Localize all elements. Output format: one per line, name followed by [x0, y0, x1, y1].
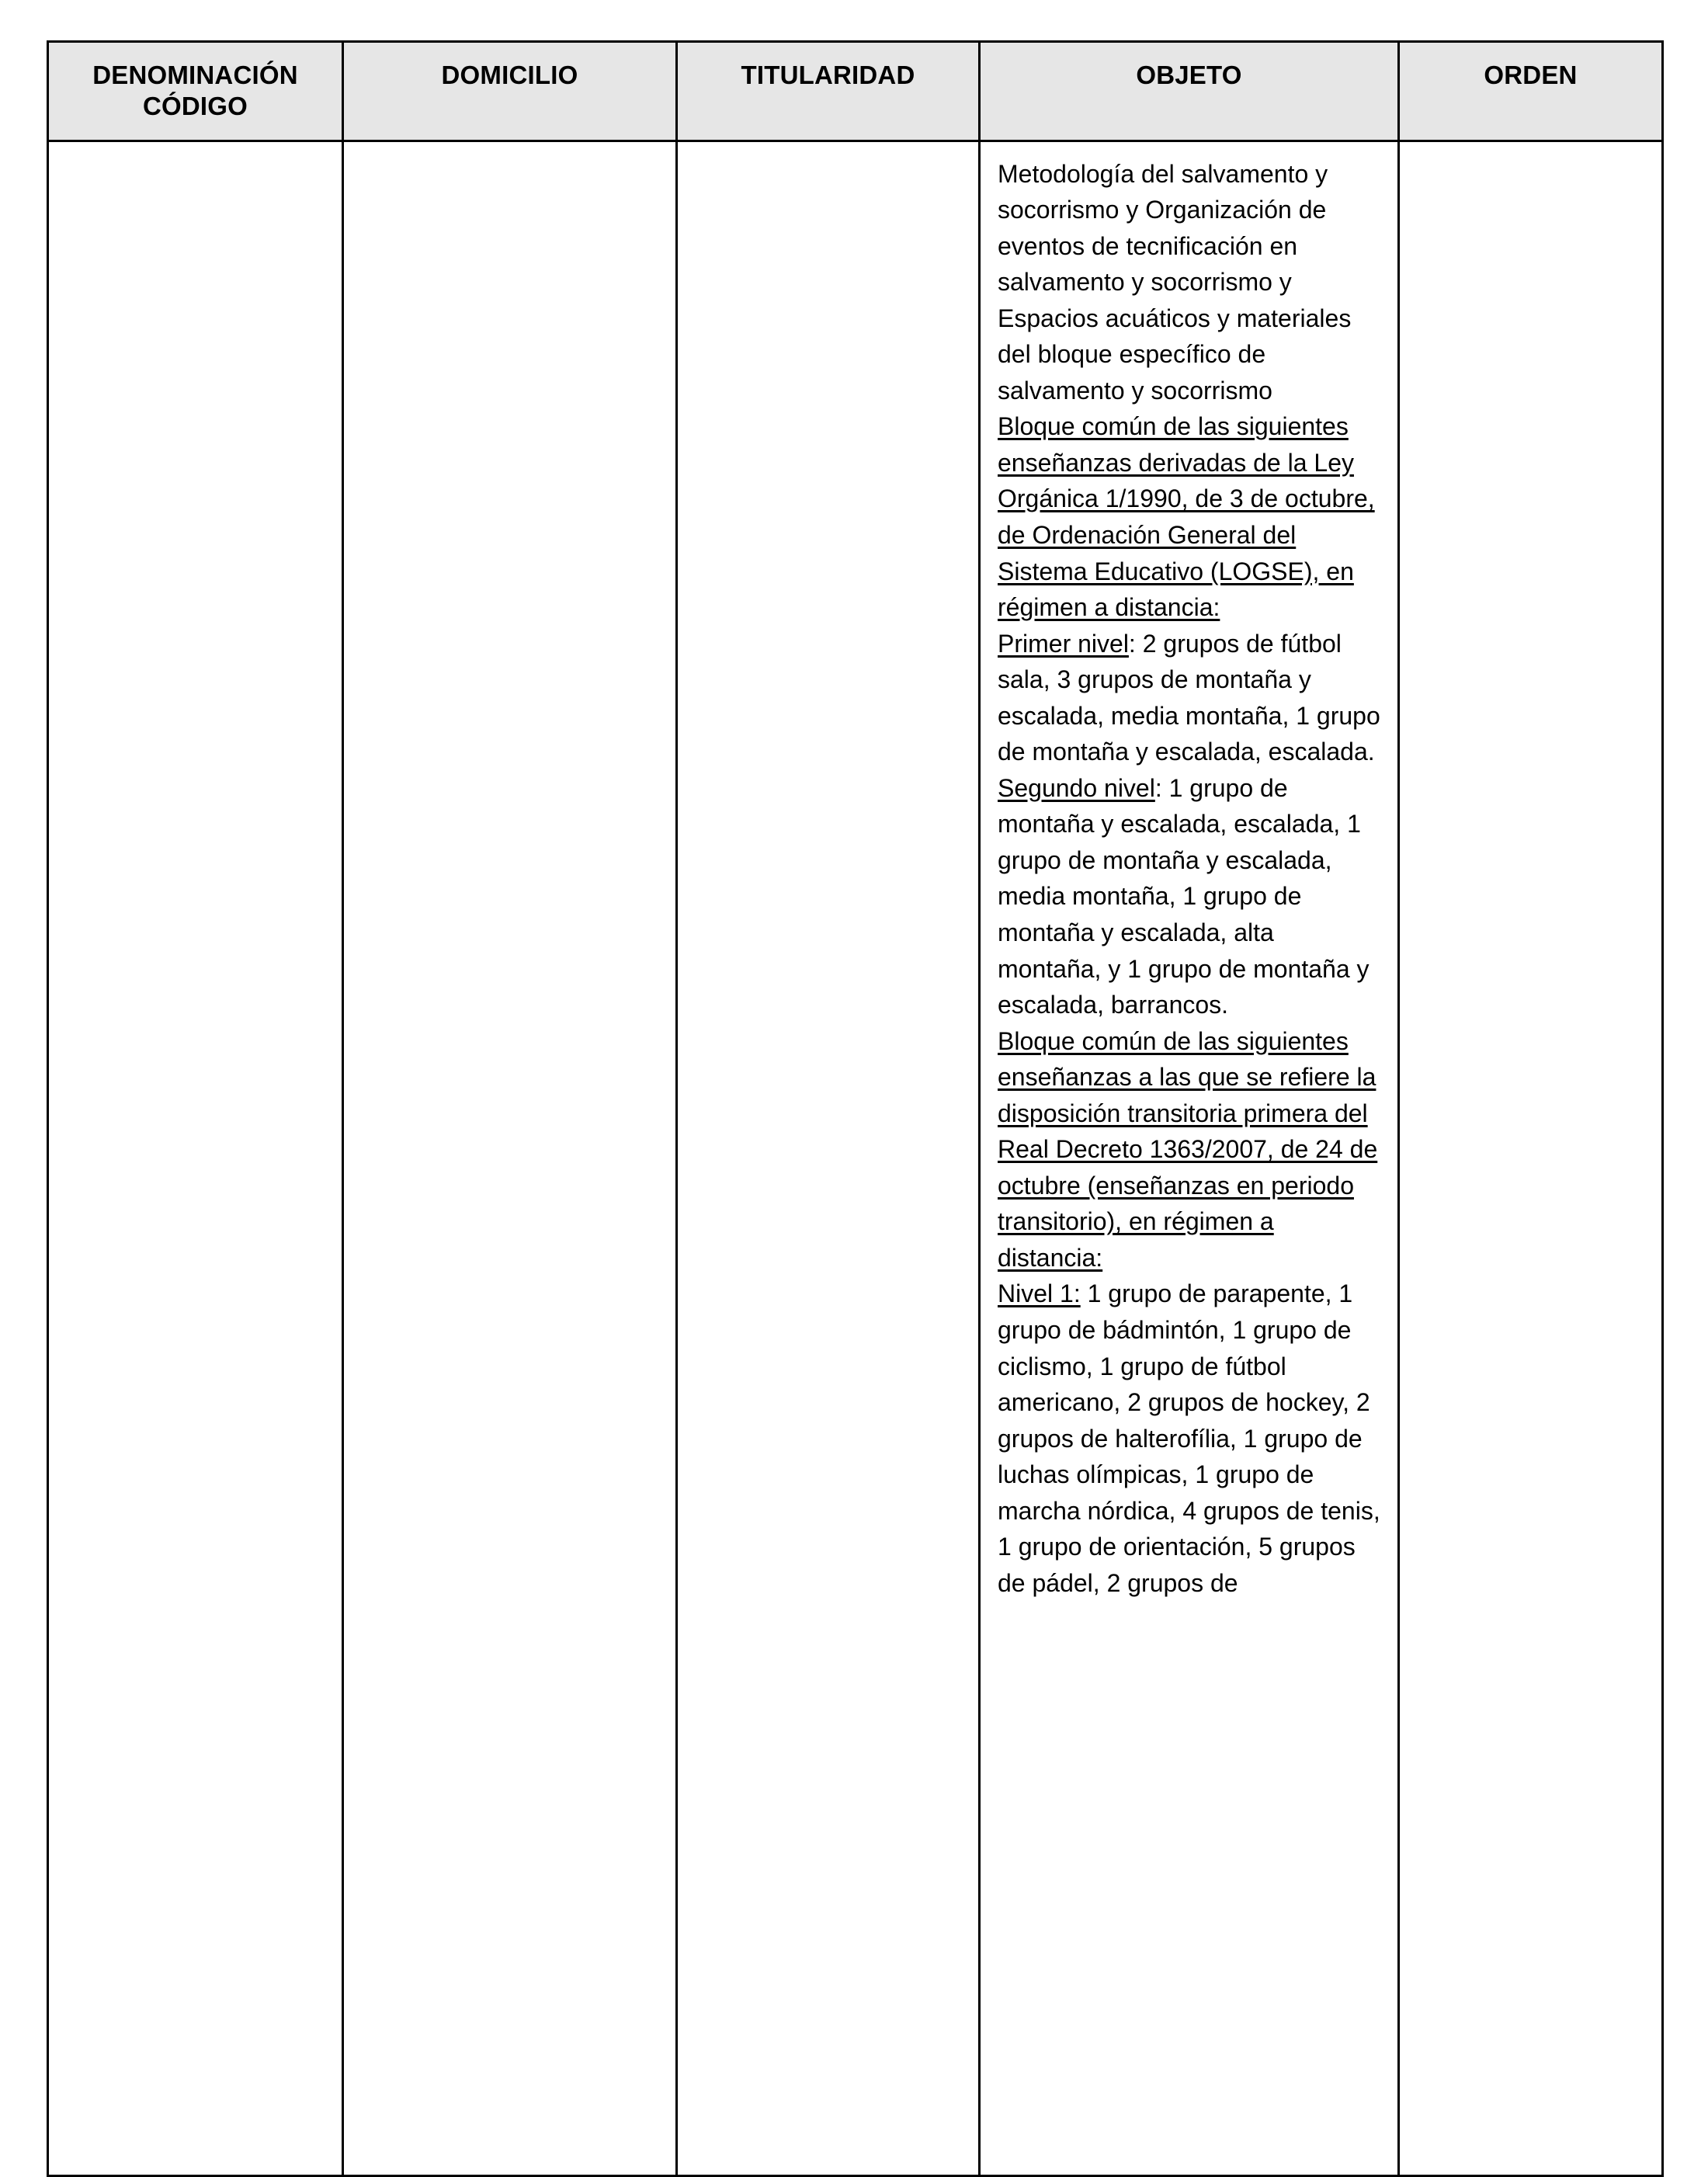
objeto-paragraph [998, 156, 1380, 409]
objeto-paragraph [998, 770, 1380, 1023]
header-line-orden: ORDEN [1484, 61, 1578, 89]
objeto-paragraph [998, 1023, 1380, 1276]
objeto-paragraph [998, 408, 1380, 625]
cell-titularidad [677, 141, 980, 2175]
header-line-titularidad: TITULARIDAD [741, 61, 915, 89]
cell-denominacion-codigo [48, 141, 343, 2175]
objeto-paragraph [998, 626, 1380, 770]
objeto-plain-text: : 2 grupos de fútbol sala, 3 grupos de montaña y escalada, media montaña, 1 grupo de montaña y escalada, escalada. [998, 629, 1380, 766]
objeto-lead-underlined: Segundo nivel [998, 773, 1155, 802]
header-line-objeto: OBJETO [1136, 61, 1242, 89]
table-row [48, 141, 1663, 2175]
objeto-underlined-text: Bloque común de las siguientes enseñanzas derivadas de la Ley Orgánica 1/1990, de 3 de octubre, de Ordenación General del Sistema Educativo (LOGSE), en régimen a distancia: [998, 412, 1375, 622]
objeto-plain-text: : 1 grupo de montaña y escalada, escalada, 1 grupo de montaña y escalada, media montaña, 1 grupo de montaña y escalada, alta montaña, y 1 grupo de montaña y escalada, barrancos. [998, 773, 1370, 1019]
objeto-content [998, 156, 1380, 1602]
column-header-orden [1399, 42, 1663, 141]
header-row [48, 42, 1663, 141]
cell-objeto [980, 141, 1399, 2175]
column-header-titularidad [677, 42, 980, 141]
column-header-denominacion-codigo [48, 42, 343, 141]
table-header [48, 42, 1663, 141]
objeto-paragraph [998, 1276, 1380, 1601]
header-line-codigo: CÓDIGO [142, 92, 248, 121]
objeto-plain-text: Metodología del salvamento y socorrismo y Organización de eventos de tecnificación en salvamento y socorrismo y Espacios acuáticos y materiales del bloque específico de salvamento y socorrismo [998, 159, 1352, 404]
centros-table [47, 40, 1664, 2177]
objeto-lead-underlined: Primer nivel [998, 629, 1129, 658]
table-body [48, 141, 1663, 2175]
objeto-lead-underlined: Nivel 1: [998, 1279, 1081, 1308]
header-line-domicilio: DOMICILIO [441, 61, 578, 89]
objeto-underlined-text: Bloque común de las siguientes enseñanzas a las que se refiere la disposición transitoria primera del Real Decreto 1363/2007, de 24 de octubre (enseñanzas en periodo transitorio), en régimen a distancia: [998, 1026, 1378, 1272]
objeto-plain-text: 1 grupo de parapente, 1 grupo de bádmintón, 1 grupo de ciclismo, 1 grupo de fútbol americano, 2 grupos de hockey, 2 grupos de halterofília, 1 grupo de luchas olímpicas, 1 grupo de marcha nórdica, 4 grupos de tenis, 1 grupo de orientación, 5 grupos de pádel, 2 grupos de [998, 1279, 1380, 1597]
cell-domicilio [343, 141, 677, 2175]
column-header-objeto [980, 42, 1399, 141]
header-line-denominacion: DENOMINACIÓN [92, 61, 298, 89]
column-header-domicilio [343, 42, 677, 141]
cell-orden [1399, 141, 1663, 2175]
